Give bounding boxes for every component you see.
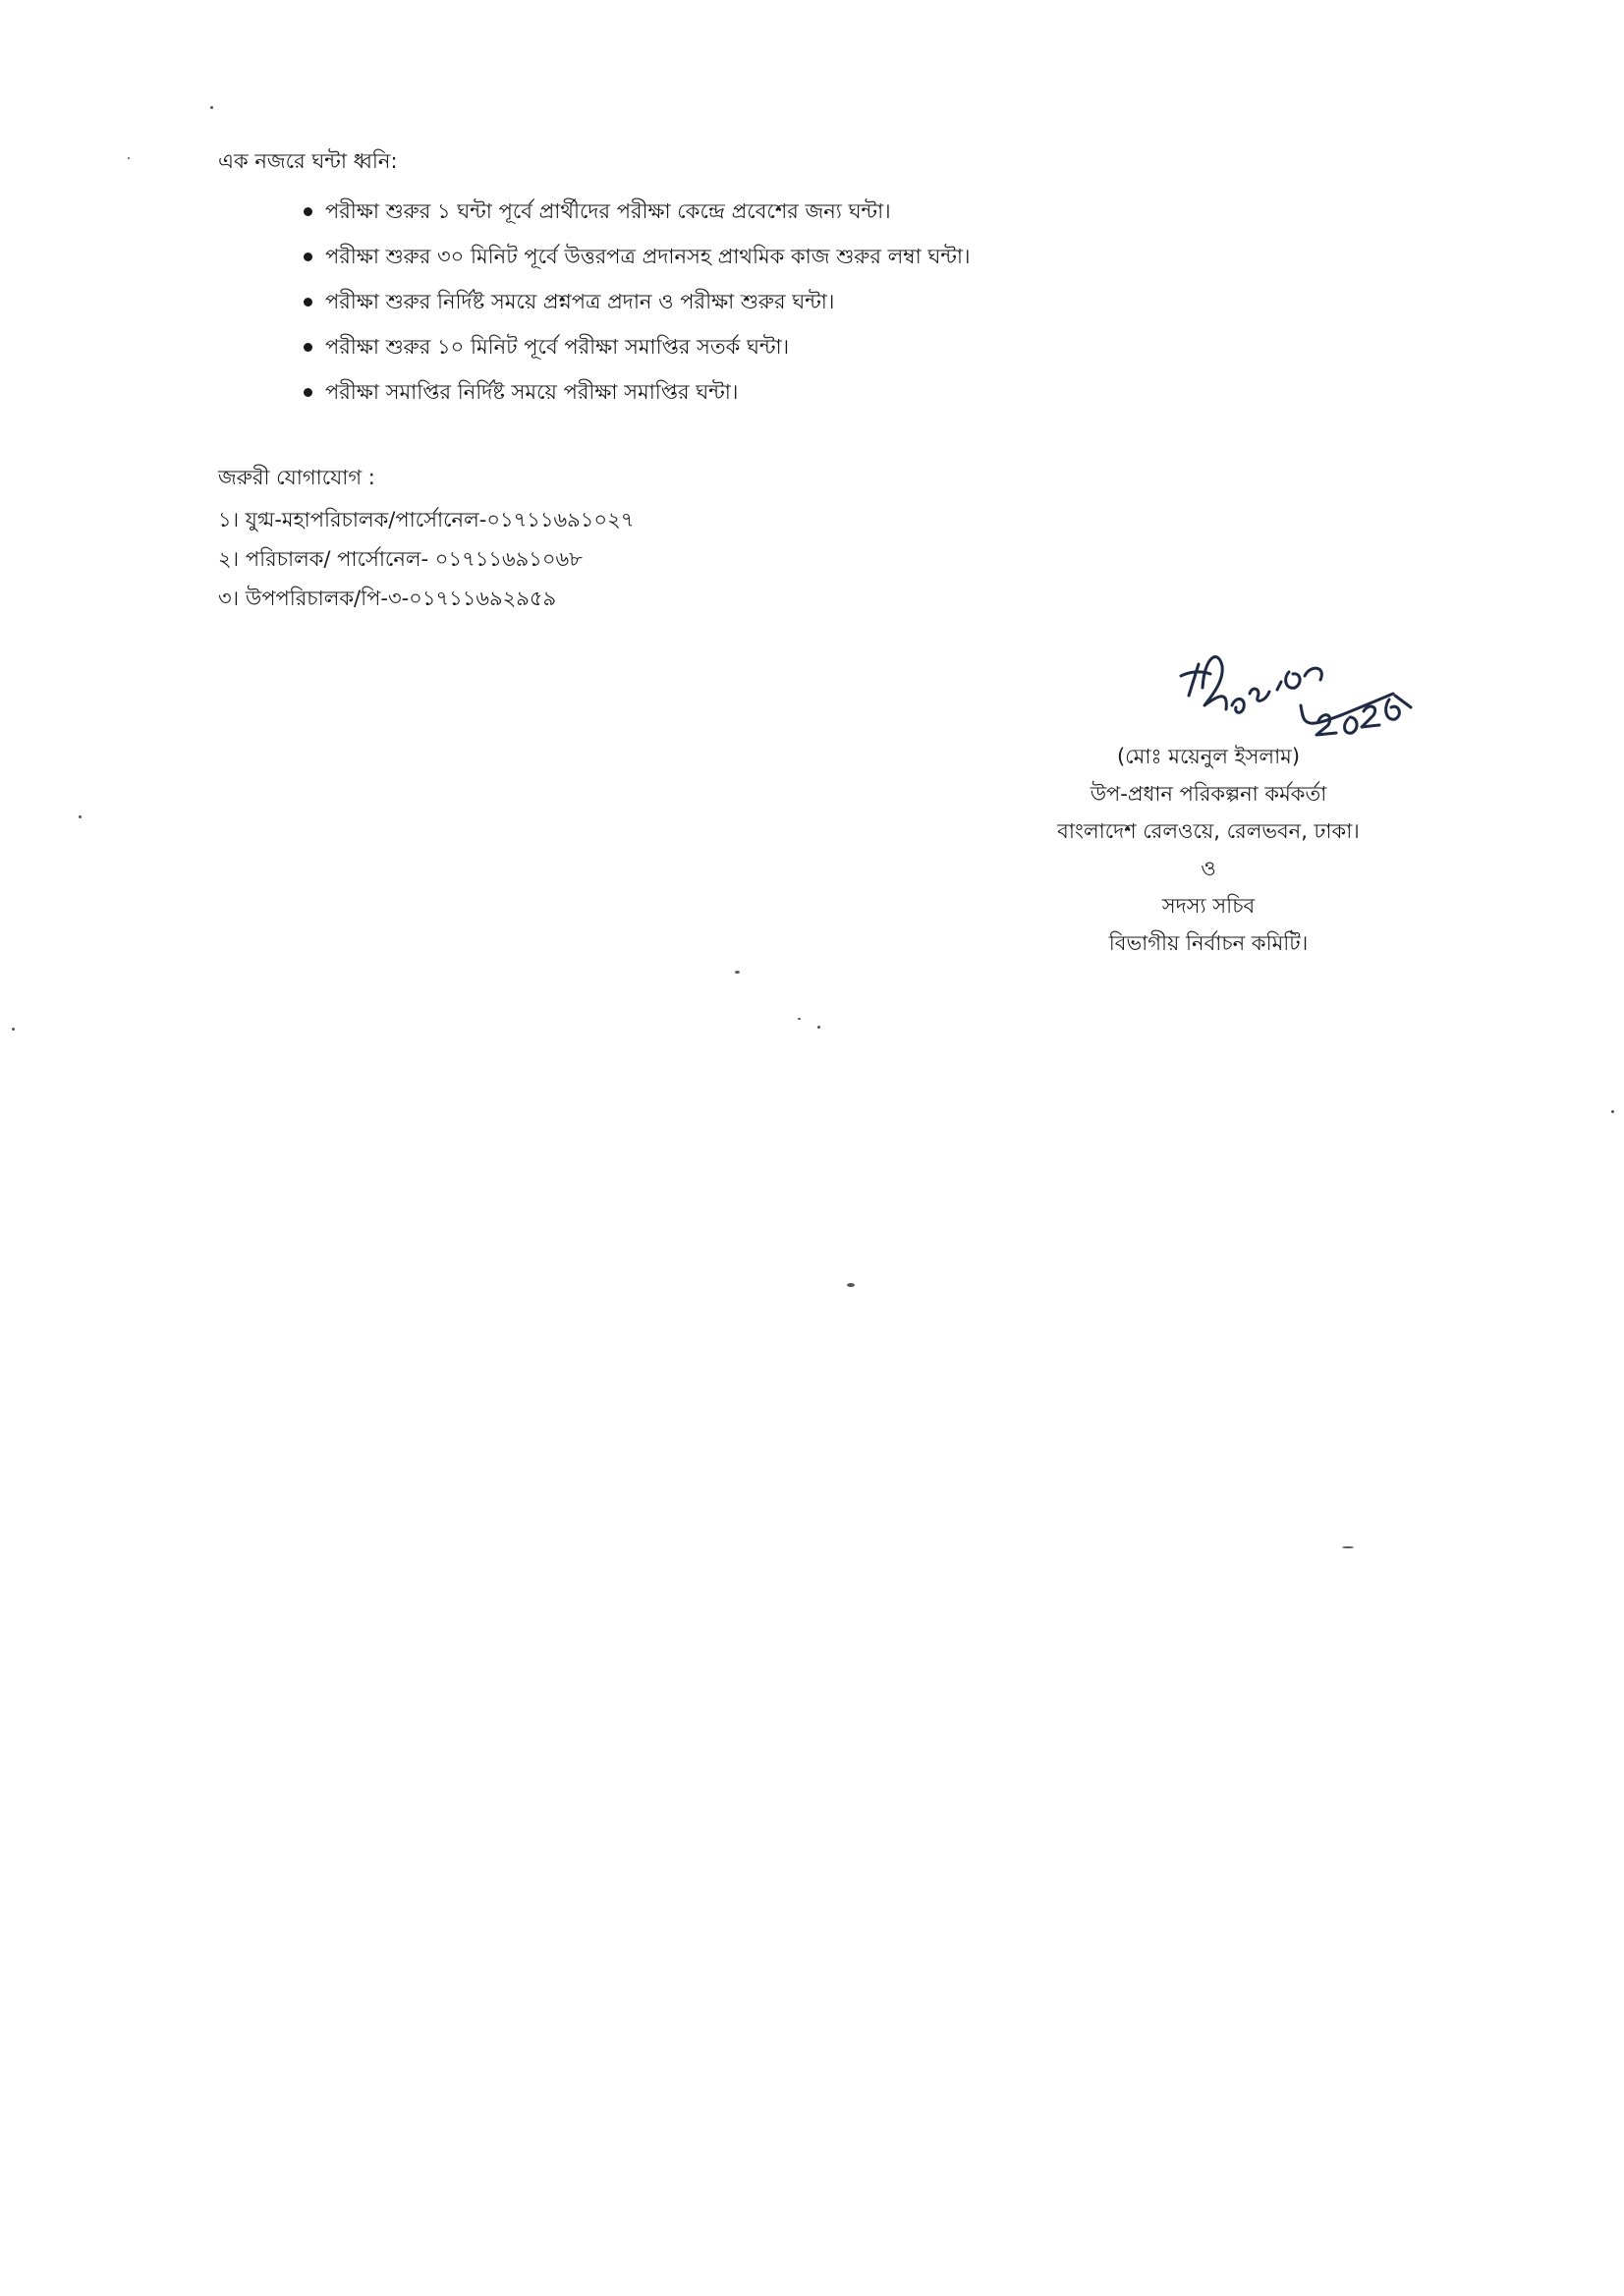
scan-speck: [1611, 1110, 1614, 1113]
list-item: [300, 328, 971, 373]
handwritten-signature: [1167, 637, 1423, 745]
bell-item-text: পরীক্ষা শুরুর ৩০ মিনিট পূর্বে উত্তরপত্র প্রদানসহ প্রাথমিক কাজ শুরুর লম্বা ঘন্টা।: [325, 245, 971, 268]
bullet-icon: [304, 298, 312, 307]
scan-speck: [210, 106, 213, 109]
signatory-designation: উপ-প্রধান পরিকল্পনা কর্মকর্তা: [1090, 782, 1327, 806]
scan-speck: [798, 1018, 801, 1020]
emergency-contacts-heading: জরুরী যোগাযোগ :: [218, 466, 375, 489]
contact-item: ১। যুগ্ম-মহাপরিচালক/পার্সোনেল-০১৭১১৬৯১০২৭: [218, 508, 635, 532]
signatory-role: সদস্য সচিব: [1161, 894, 1256, 918]
bullet-icon: [304, 207, 312, 216]
bell-item-text: পরীক্ষা শুরুর ১ ঘন্টা পূর্বে প্রার্থীদের পরীক্ষা কেন্দ্রে প্রবেশের জন্য ঘন্টা।: [325, 199, 891, 223]
emergency-contacts-list: [218, 501, 634, 619]
signatory-name: (মোঃ ময়েনুল ইসলাম): [1116, 745, 1301, 768]
bell-item-text: পরীক্ষা শুরুর নির্দিষ্ট সময়ে প্রশ্নপত্র প্রদান ও পরীক্ষা শুরুর ঘন্টা।: [325, 290, 835, 313]
bullet-icon: [304, 343, 312, 352]
bullet-icon: [304, 252, 312, 261]
scan-speck: [128, 157, 130, 159]
signatory-block: [1022, 739, 1395, 963]
bell-item-text: পরীক্ষা শুরুর ১০ মিনিট পূর্বে পরীক্ষা সমাপ্তির সতর্ক ঘন্টা।: [325, 335, 790, 359]
scan-speck: [735, 971, 740, 974]
scan-speck: [817, 1026, 820, 1029]
signatory-organization: বাংলাদেশ রেলওয়ে, রেলভবন, ঢাকা।: [1057, 819, 1360, 843]
contact-item: ৩। উপপরিচালক/পি-৩-০১৭১১৬৯২৯৫৯: [218, 587, 557, 610]
bullet-icon: [304, 388, 312, 397]
signatory-conjunction: ও: [1201, 857, 1216, 880]
scan-speck: [847, 1283, 855, 1287]
signatory-committee: বিভাগীয় নির্বাচন কমিটি।: [1108, 931, 1309, 955]
list-item: [300, 373, 971, 419]
bell-item-text: পরীক্ষা সমাপ্তির নির্দিষ্ট সময়ে পরীক্ষা সমাপ্তির ঘন্টা।: [325, 380, 739, 404]
bell-schedule-heading: এক নজরে ঘন্টা ধ্বনি:: [218, 149, 398, 173]
list-item: [300, 238, 971, 283]
scan-speck: [12, 1028, 15, 1031]
scan-speck: [1342, 1546, 1354, 1548]
contact-item: ২। পরিচালক/ পার্সোনেল- ০১৭১১৬৯১০৬৮: [218, 547, 583, 571]
scan-speck: [79, 815, 82, 818]
list-item: [300, 283, 971, 328]
list-item: [300, 193, 971, 238]
bell-schedule-list: [300, 193, 971, 419]
